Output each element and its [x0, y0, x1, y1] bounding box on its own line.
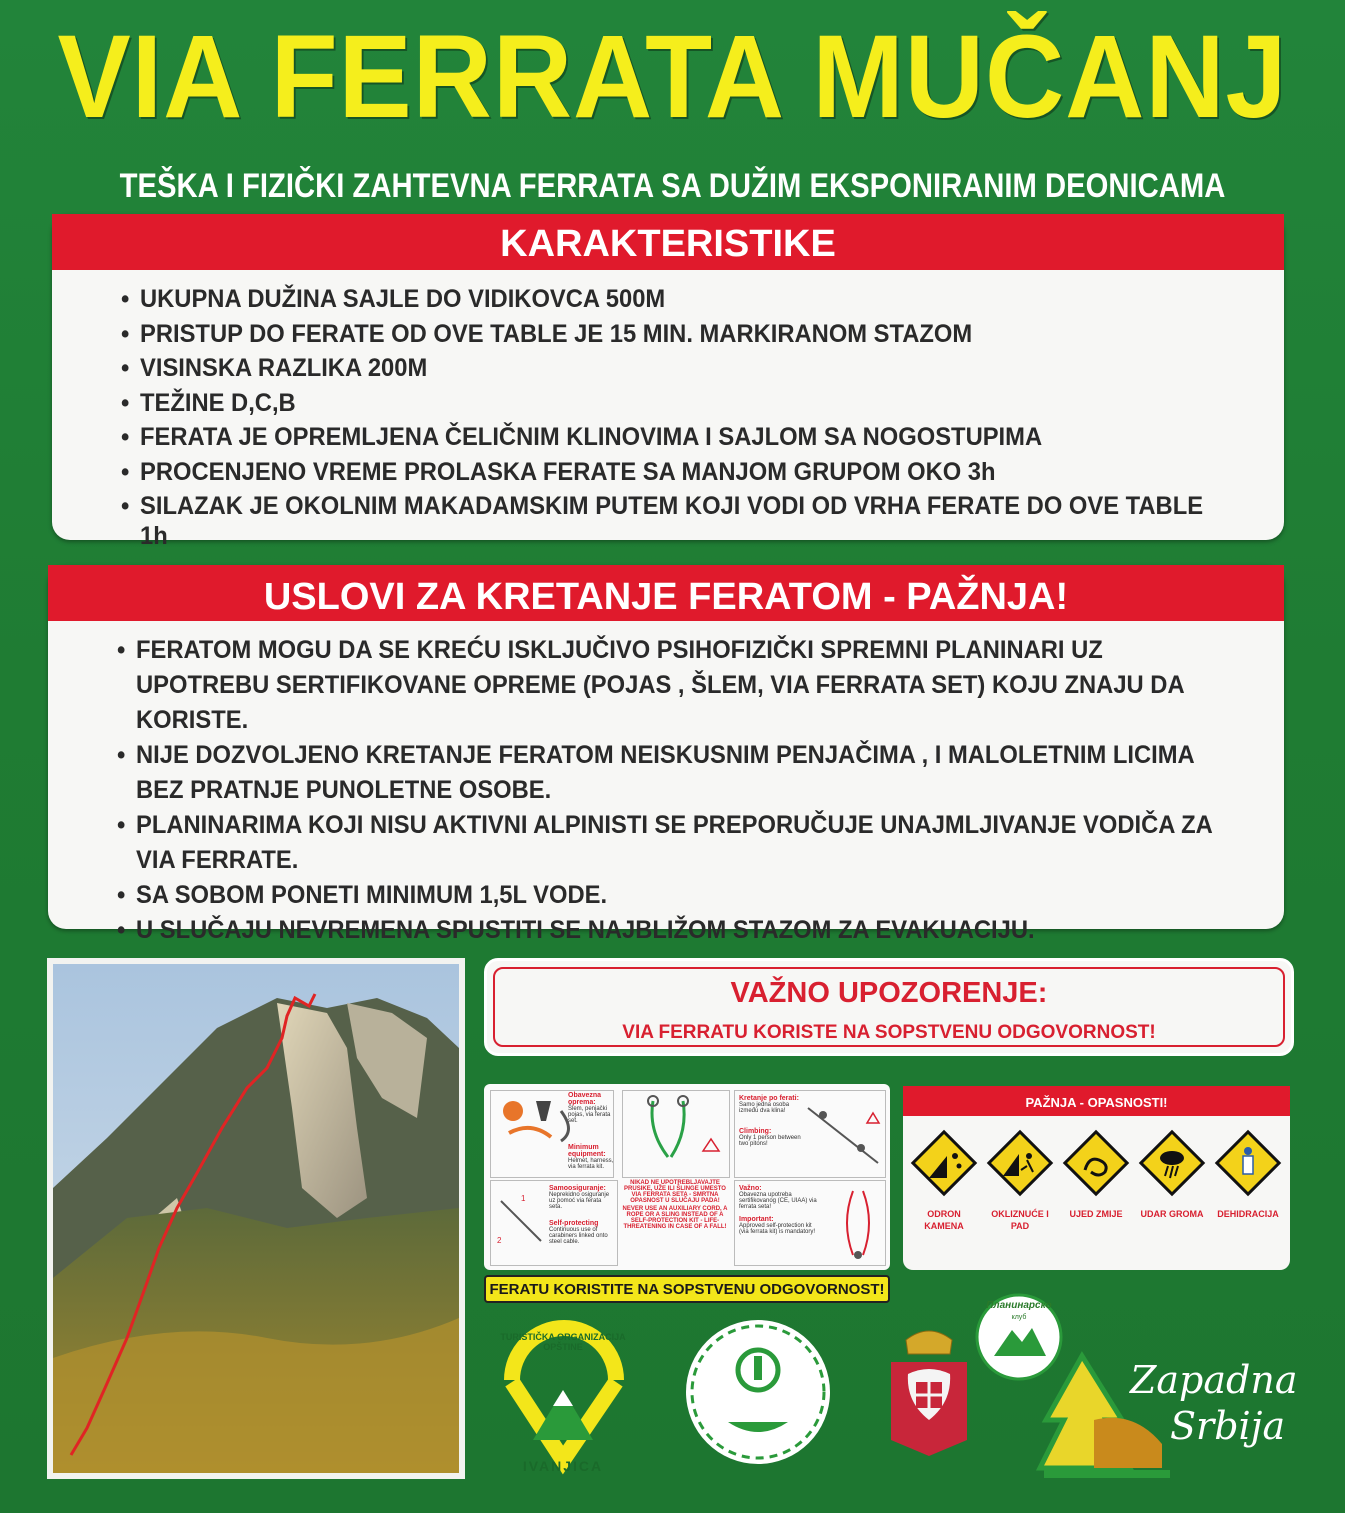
list-item: • VISINSKA RAZLIKA 200M	[140, 353, 1227, 388]
climbing-en-text: Only 1 person between two pitons!	[739, 1135, 801, 1147]
self-protecting-en-text: Continuous use of carabiners linked onto steel cable.	[549, 1227, 608, 1245]
minimum-equipment-text: Helmet, harness, via ferrata kit.	[568, 1158, 614, 1170]
region-name-line2: Srbija	[1170, 1404, 1286, 1448]
list-item: • PLANINARIMA KOJI NISU AKTIVNI ALPINISTI SE PREPORUČUJE UNAJMLJIVANJE VODIČA ZA VIA FERRATE.	[136, 808, 1227, 878]
lightning-icon	[1135, 1126, 1209, 1200]
list-item: • PROCENJENO VREME PROLASKA FERATE SA MANJOM GRUPOM OKO 3h	[140, 457, 1227, 492]
via-ferrata-set-box	[622, 1090, 730, 1178]
hazard-lightning	[1135, 1126, 1209, 1221]
list-item: • PRISTUP DO FERATE OD OVE TABLE JE 15 MIN. MARKIRANOM STAZOM	[140, 319, 1227, 354]
board-title: VIA FERRATA MUČANJ	[57, 11, 1288, 143]
hazard-label: OKLIZNUĆE I PAD	[991, 1209, 1049, 1231]
warning-text: VIA FERRATU KORISTE NA SOPSTVENU ODGOVORNOST!	[622, 1022, 1156, 1043]
dangers-heading: PAŽNJA - OPASNOSTI!	[903, 1086, 1290, 1116]
slip-fall-icon	[983, 1126, 1057, 1200]
municipality-name: ИВАЊИЦА	[725, 1398, 791, 1412]
list-item: • SILAZAK JE OKOLNIM MAKADAMSKIM PUTEM KOJI VODI OD VRHA FERATE DO OVE TABLE 1h	[140, 491, 1227, 526]
region-name-line1: Zapadna	[1130, 1358, 1298, 1402]
list-item: • FERATA JE OPREMLJENA ČELIČNIM KLINOVIMA I SAJLOM SA NOGOSTUPIMA	[140, 422, 1227, 457]
hazard-label: UJED ZMIJE	[1069, 1209, 1123, 1219]
board-subtitle: TEŠKA I FIZIČKI ZAHTEVNA FERRATA SA DUŽIM EKSPONIRANIM DEONICAMA	[119, 167, 1226, 205]
dehydration-icon	[1211, 1126, 1285, 1200]
important-sr-text: Obavezna upotreba sertifikovanog (CE, UIAA) via ferrata seta!	[739, 1192, 817, 1210]
tourist-org-ring-text: TURISTIČKA ORGANIZACIJA OPŠTINE	[500, 1332, 626, 1352]
minimum-equipment-title: Minimum equipment:	[568, 1144, 606, 1158]
climbing-sr-title: Kretanje po ferati:	[739, 1095, 799, 1102]
self-protecting-sr-title: Samoosiguranje:	[549, 1185, 606, 1192]
never-warning-en: NEVER USE AN AUXILIARY CORD, A ROPE OR A SLING INSTEAD OF A SELF-PROTECTION KIT - LIFE-THREATENING IN CASE OF A FALL!	[622, 1206, 728, 1230]
svg-text:1: 1	[521, 1194, 526, 1203]
hazard-label: DEHIDRACIJA	[1217, 1209, 1279, 1219]
important-warning	[484, 958, 1294, 1056]
list-item: • UKUPNA DUŽINA SAJLE DO VIDIKOVCA 500M	[140, 284, 1227, 319]
conditions-list	[48, 621, 1284, 948]
important-sr-title: Važno:	[739, 1185, 762, 1192]
tourist-org-town: IVANJICA	[522, 1458, 604, 1474]
certification-icon	[823, 1183, 883, 1263]
list-item: • SA SOBOM PONETI MINIMUM 1,5L VODE.	[136, 878, 1227, 913]
list-item: • FERATOM MOGU DA SE KREĆU ISKLJUČIVO PSIHOFIZIČKI SPREMNI PLANINARI UZ UPOTREBU SERTIFIKOVANE OPREME (POJAS , ŠLEM, VIA FERRATA SET) KOJU ZNAJU DA KORISTE.	[136, 633, 1227, 738]
tourist-organization-logo	[498, 1320, 628, 1482]
warning-heading: VAŽNO UPOZORENJE:	[730, 977, 1048, 1009]
equipment-infographic	[484, 1084, 890, 1270]
mountaineering-sub: клуб	[1011, 1314, 1027, 1321]
list-item: • TEŽINE D,C,B	[140, 388, 1227, 423]
self-protecting-box	[490, 1180, 618, 1266]
responsibility-bar: FERATU KORISTITE NA SOPSTVENU ODGOVORNOST!	[484, 1275, 890, 1303]
self-protecting-en-title: Self-protecting	[549, 1220, 599, 1227]
hazard-slip	[983, 1126, 1057, 1232]
hazard-dehydration	[1211, 1126, 1285, 1221]
dangers-panel	[903, 1086, 1290, 1270]
important-box	[734, 1180, 886, 1266]
climbing-en-title: Climbing:	[739, 1128, 772, 1135]
list-item: • NIJE DOZVOLJENO KRETANJE FERATOM NEISKUSNIM PENJAČIMA , I MALOLETNIM LICIMA BEZ PRATNJE PUNOLETNE OSOBE.	[136, 738, 1227, 808]
route-photo	[47, 958, 465, 1479]
climbing-box	[734, 1090, 886, 1178]
rockfall-icon	[907, 1126, 981, 1200]
municipality-logo	[684, 1312, 832, 1472]
mandatory-equipment-text: Šlem, penjački pojas, via ferata set.	[568, 1106, 611, 1124]
mountain-route-image	[47, 958, 465, 1479]
hazard-label: UDAR GROMA	[1140, 1209, 1204, 1219]
serbia-coat-of-arms	[886, 1322, 972, 1458]
via-ferrata-set-icon	[623, 1091, 727, 1161]
hazard-snake	[1059, 1126, 1133, 1221]
svg-text:2: 2	[497, 1236, 502, 1245]
hazard-label: ODRON KAMENA	[924, 1209, 964, 1231]
mountaineering-name: Планинарско	[986, 1300, 1052, 1311]
climbers-icon	[803, 1093, 883, 1173]
important-en-text: Approved self-protection kit (via ferrata kit) is mandatory!	[739, 1223, 816, 1235]
mandatory-equipment-title: Obavezna oprema:	[568, 1092, 602, 1106]
climbing-sr-text: Samo jedna osoba između dva klina!	[739, 1102, 790, 1114]
zapadna-srbija-logo	[1034, 1350, 1298, 1490]
coat-of-arms-icon	[886, 1322, 972, 1458]
never-warning-sr: NIKAD NE UPOTREBLJAVAJTE PRUSIKE, UŽE ILI ŠLINGE UMESTO VIA FERRATA SETA - SMRTNA OPASNOST U SLUČAJU PADA!	[624, 1180, 726, 1204]
characteristics-panel	[52, 214, 1284, 550]
conditions-heading: USLOVI ZA KRETANJE FERATOM - PAŽNJA!	[48, 565, 1284, 621]
conditions-panel	[48, 565, 1284, 944]
municipality-emblem-icon	[684, 1312, 832, 1472]
self-protecting-sr-text: Neprekidno osiguranje uz pomoć via ferata seta.	[549, 1192, 610, 1210]
characteristics-list	[52, 270, 1284, 550]
self-protection-icon	[491, 1181, 551, 1261]
snake-icon	[1059, 1126, 1133, 1200]
important-en-title: Important:	[739, 1216, 774, 1223]
characteristics-heading: KARAKTERISTIKE	[52, 214, 1284, 270]
list-item: • U SLUČAJU NEVREMENA SPUSTITI SE NAJBLIŽOM STAZOM ZA EVAKUACIJU.	[136, 913, 1227, 948]
hazard-rockfall	[907, 1126, 981, 1232]
